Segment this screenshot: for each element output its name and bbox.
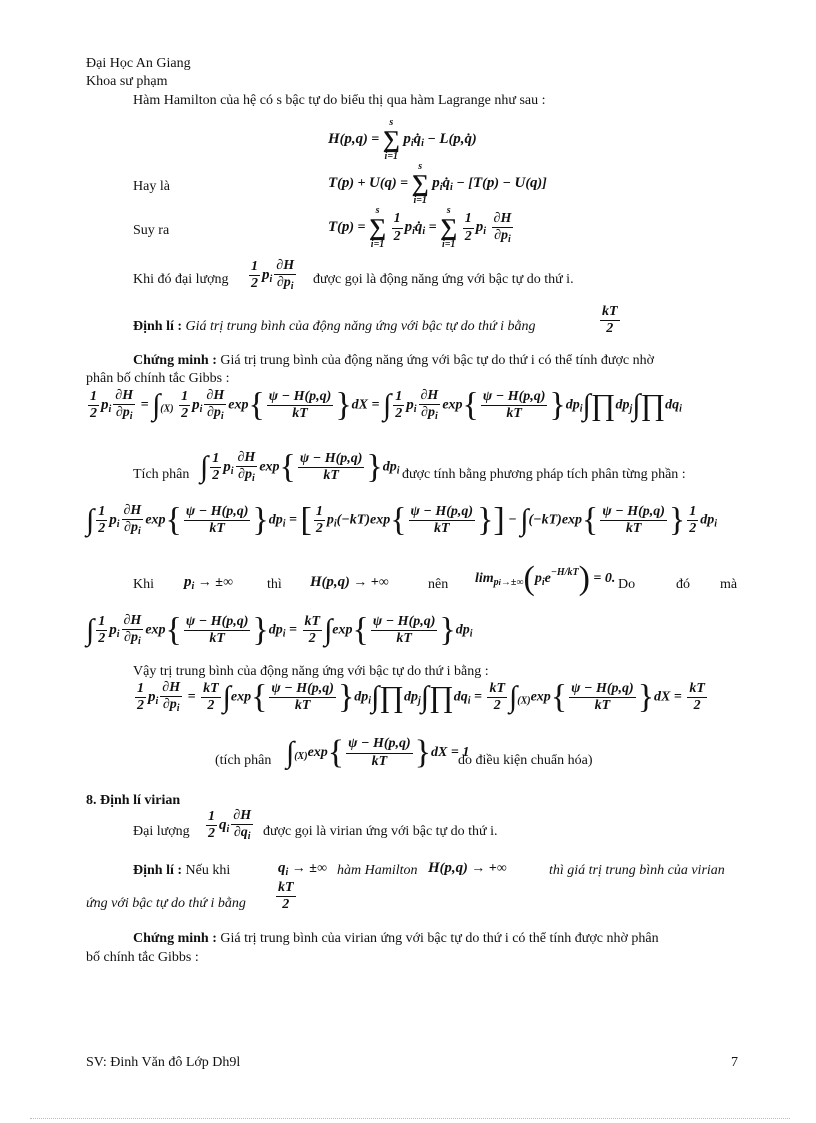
proof1-label: Chứng minh : xyxy=(133,353,217,368)
footer-page-number: 7 xyxy=(731,1055,738,1070)
text-conclusion: Vậy trị trung bình của động năng ứng với bậc tự do thứ i bằng : xyxy=(133,664,489,679)
header-faculty: Khoa sư phạm xyxy=(86,74,168,89)
equation-average-kinetic: $\frac{1}{2}$ $p_i$ $\frac{\partial H}{\partial p_i}$ = $\int_{(X)}$ $\frac{1}{2}$ $p_i$ $\frac{\partial H}{\partial p_i}$ exp{ $\frac{\psi - H(p,q)}{kT}$ }dX = ∫ $\frac{1}{2}$ $p_i$ $\frac{\partial H}{\partial p_i}$ exp{ $\frac{\psi - H(p,q)}{kT}$ }$dp_i\int\prod dp_j\int\prod dq_i$ xyxy=(90,386,682,424)
equation-virial-term: $\frac{1}{2}$ $q_i$ $\frac{\partial H}{\partial q_i}$ xyxy=(208,808,252,843)
text-do-ma: đó xyxy=(676,577,690,592)
section8-theorem-line xyxy=(133,862,230,880)
text-do: Do xyxy=(618,577,636,592)
footer-author: SV: Đinh Văn đô Lớp Dh9l xyxy=(86,1055,241,1070)
equation-kT-half: $\frac{kT}{2}$ xyxy=(602,304,618,337)
equation-normalization: $\int_{(X)}\exp${ $\frac{\psi - H(p,q)}{kT}$ }dX = 1 xyxy=(286,734,470,771)
proof1-line2: phân bố chính tắc Gibbs : xyxy=(86,371,230,386)
theorem1-statement xyxy=(133,318,536,336)
text-khi: Khi xyxy=(133,577,154,592)
equation-final-result: $\frac{1}{2}$ $p_i$ $\frac{\partial H}{\partial p_i}$ = $\frac{kT}{2}$ ∫exp{ $\frac{\psi - H(p,q)}{kT}$ }$dp_i\int\prod dp_j\int\prod dq_i$ = $\frac{kT}{2}$ $\int_{(X)}\exp${ $\frac{\psi - H(p,q)}{kT}$ }dX = $\frac{kT}{2}$ xyxy=(137,678,705,716)
equation-p-limit: $p_i$ → ±∞ xyxy=(184,574,233,592)
equation-hamiltonian-definition: H(p,q) = s ∑ i=1 $p_iq̇_i$ − L(p,q̇) xyxy=(328,117,477,162)
label-hay-la: Hay là xyxy=(133,179,170,194)
equation-q-limit: $q_i$ → ±∞ xyxy=(278,860,327,878)
section8-theorem-a: Nếu khi xyxy=(185,863,231,878)
text-thi: thì xyxy=(267,577,282,592)
equation-h-limit: H(p,q) → +∞ xyxy=(310,574,389,590)
page-bottom-divider xyxy=(30,1118,790,1119)
equation-energy-form: T(p) + U(q) = s ∑ i=1 $p_iq̇_i - [T(p) - U(q)]$ xyxy=(328,161,547,206)
theorem1-text: Giá trị trung bình của động năng ứng với bậc tự do thứ i bằng xyxy=(185,319,536,334)
section8-theorem-label: Định lí : xyxy=(133,863,183,878)
proof1-text: Giá trị trung bình của động năng ứng với bậc tự do thứ i có thể tính được nhờ xyxy=(220,353,654,368)
section8-theorem-d: ứng với bậc tự do thứ i bằng xyxy=(86,896,246,911)
equation-integration-by-parts: ∫ $\frac{1}{2}$ $p_i$ $\frac{\partial H}{\partial p_i}$ exp{ $\frac{\psi - H(p,q)}{kT}$ }$dp_i$ = [ $\frac{1}{2}$ $p_i(-kT)\exp${ $\frac{\psi - H(p,q)}{kT}$ }] − ∫(−kT)exp{ $\frac{\psi - H(p,q)}{kT}$ } $\frac{1}{2}$ $dp_i$ xyxy=(86,501,718,539)
text-ma: mà xyxy=(720,577,738,592)
section8-title: 8. Định lí virian xyxy=(86,793,181,808)
proof1-line1 xyxy=(133,352,654,370)
equation-kinetic-term: $\frac{1}{2}$ $p_i$ $\frac{\partial H}{\partial p_i}$ xyxy=(251,258,295,293)
text-note-close: do điều kiện chuẩn hóa) xyxy=(458,753,593,768)
equation-integral-term: ∫ $\frac{1}{2}$ $p_i$ $\frac{\partial H}{\partial p_i}$ exp{ $\frac{\psi - H(p,q)}{kT}$ }$dp_i$ xyxy=(200,448,400,486)
intro-sentence: Hàm Hamilton của hệ có s bậc tự do biểu thị qua hàm Lagrange như sau : xyxy=(133,93,546,108)
section8-proof-line2: bố chính tắc Gibbs : xyxy=(86,950,199,965)
text-khi-do-tail: được gọi là động năng ứng với bậc tự do thứ i. xyxy=(313,272,574,287)
equation-kT-half-2: $\frac{kT}{2}$ xyxy=(278,880,294,913)
equation-reduced-integral: ∫ $\frac{1}{2}$ $p_i$ $\frac{\partial H}{\partial p_i}$ exp{ $\frac{\psi - H(p,q)}{kT}$ }$dp_i$ = $\frac{kT}{2}$ ∫exp{ $\frac{\psi - H(p,q)}{kT}$ }$dp_i$ xyxy=(86,611,473,649)
section8-proof-text: Giá trị trung bình của virian ứng với bậc tự do thứ i có thể tính được nhờ phân xyxy=(220,931,659,946)
equation-kinetic-energy: T(p) = s ∑ i=1 $\frac{1}{2}$ $p_iq̇_i$ = s ∑ i=1 $\frac{1}{2}$ $p_i$ $\frac{\partial H}{\partial p_i}$ xyxy=(328,205,512,250)
header-school: Đại Học An Giang xyxy=(86,56,191,71)
theorem1-label: Định lí : xyxy=(133,319,183,334)
equation-h-limit-2: H(p,q) → +∞ xyxy=(428,860,507,876)
section8-line-tail: được gọi là virian ứng với bậc tự do thứ i. xyxy=(263,824,498,839)
equation-limit-zero: $\lim_{pi\to\pm\infty}(p_ie^{-H/kT}) = 0$. xyxy=(475,560,616,597)
section8-theorem-b: hàm Hamilton xyxy=(337,863,418,878)
label-suy-ra: Suy ra xyxy=(133,223,170,238)
section8-proof-label: Chứng minh : xyxy=(133,931,217,946)
section8-proof-line1 xyxy=(133,930,659,948)
text-note-open: (tích phân xyxy=(215,753,272,768)
text-integral-intro: Tích phân xyxy=(133,467,190,482)
section8-line: Đại lượng xyxy=(133,824,190,839)
section8-theorem-c: thì giá trị trung bình của virian xyxy=(549,863,725,878)
text-integral-tail: được tính bằng phương pháp tích phân từng phần : xyxy=(402,467,686,482)
text-nen: nên xyxy=(428,577,449,592)
label-khi-do: Khi đó đại lượng xyxy=(133,272,229,287)
